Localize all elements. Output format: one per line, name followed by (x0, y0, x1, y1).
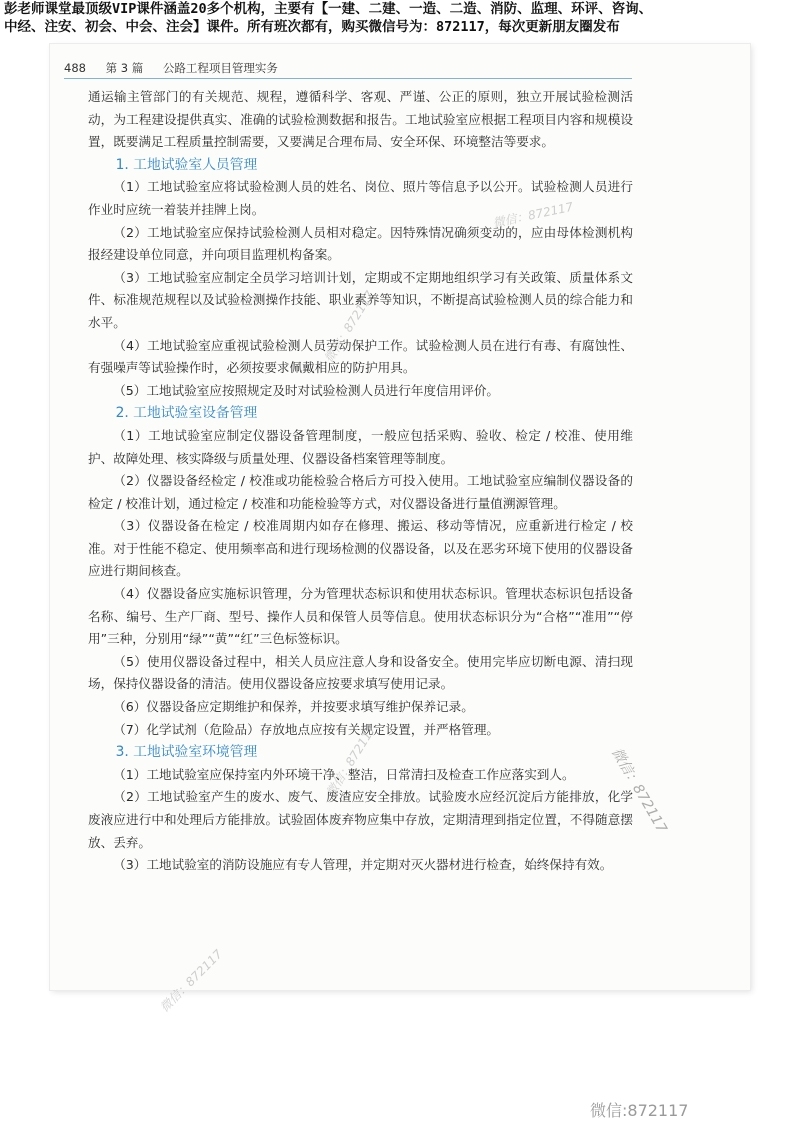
watermark: 微信：872117 (157, 946, 226, 1015)
paragraph: （3）工地试验室应制定全员学习培训计划，定期或不定期地组织学习有关政策、质量体系文件、标准规范规程以及试验检测操作技能、职业素养等知识，不断提高试验检测人员的综合能力和水平。 (88, 269, 633, 330)
paragraph: （1）工地试验室应制定仪器设备管理制度，一般应包括采购、验收、检定 / 校准、使用维护、故障处理、核实降级与质量处理、仪器设备档案管理等制度。 (88, 427, 633, 466)
section-title: 公路工程项目管理实务 (162, 61, 278, 75)
paragraph: （1）工地试验室应将试验检测人员的姓名、岗位、照片等信息予以公开。试验检测人员进行作业时应统一着装并挂牌上岗。 (88, 179, 633, 217)
watermark: 微信：872117 (321, 288, 377, 366)
paragraph: （7）化学试剂（危险品）存放地点应按有关规定设置，并严格管理。 (113, 721, 500, 737)
paragraph: （4）仪器设备应实施标识管理，分为管理状态标识和使用状态标识。管理状态标识包括设备名称、编号、生产厂商、型号、操作人员和保管人员等信息。使用状态标识分为“合格”“准用”“停用”三种，分别用“绿”“黄”“红”三色标签标识。 (88, 586, 633, 647)
section-heading: 1. 工地试验室人员管理 (115, 156, 258, 173)
paragraph: （2）仪器设备经检定 / 校准或功能检验合格后方可投入使用。工地试验室应编制仪器设备的检定 / 校准计划，通过检定 / 校准和功能检验等方式，对仪器设备进行量值溯源管理。 (88, 473, 633, 511)
paragraph: （3）仪器设备在检定 / 校准周期内如存在修理、搬运、移动等情况，应重新进行检定 / 校准。对于性能不稳定、使用频率高和进行现场检测的仪器设备，以及在恶劣环境下使用的仪器设备应进行期间核查。 (88, 518, 633, 579)
watermark: 微信：872117 (323, 722, 379, 800)
paragraph: （1）工地试验室应保持室内外环境干净、整洁，日常清扫及检查工作应落实到人。 (113, 766, 575, 782)
paragraph: （3）工地试验室的消防设施应有专人管理，并定期对灭火器材进行检查，始终保持有效。 (113, 857, 613, 873)
paragraph: （5）使用仪器设备过程中，相关人员应注意人身和设备安全。使用完毕应切断电源、清扫现场，保持仪器设备的清洁。使用仪器设备应按要求填写使用记录。 (88, 653, 633, 692)
page-number: 488 (64, 61, 86, 75)
paragraph: （2）工地试验室应保持试验检测人员相对稳定。因特殊情况确须变动的，应由母体检测机构报经建设单位同意，并向项目监理机构备案。 (88, 224, 633, 263)
watermark: 微信：872117 (491, 199, 575, 231)
promo-banner-line-2: 中经、注安、初会、中会、注会】课件。所有班次都有，购买微信号为：872117，每次更新朋友圈发布 (4, 19, 620, 35)
paragraph: （5）工地试验室应按照规定及时对试验检测人员进行年度信用评价。 (113, 382, 500, 398)
section-heading: 2. 工地试验室设备管理 (115, 405, 258, 422)
paragraph: （6）仪器设备应定期维护和保养，并按要求填写维护保养记录。 (113, 699, 474, 715)
paragraph: （4）工地试验室应重视试验检测人员劳动保护工作。试验检测人员在进行有毒、有腐蚀性、有强噪声等试验操作时，必须按要求佩戴相应的防护用具。 (88, 337, 633, 376)
running-header (64, 60, 632, 79)
promo-banner-line-1: 彭老师课堂最顶级VIP课件涵盖20多个机构，主要有【一建、二建、一造、二造、消防、监理、环评、咨询、 (4, 1, 653, 17)
section-heading: 3. 工地试验室环境管理 (115, 744, 258, 761)
part-label: 第 3 篇 (105, 61, 144, 75)
paragraph: 通运输主管部门的有关规范、规程，遵循科学、客观、严谨、公正的原则，独立开展试验检测活动，为工程建设提供真实、准确的试验检测数据和报告。工地试验室应根据工程项目内容和规模设置，既要满足工程质量控制需要，又要满足合理布局、安全环保、环境整洁等要求。 (88, 89, 633, 150)
footer-watermark: 微信:872117 (590, 1101, 689, 1120)
watermark: 微信：872117 (608, 745, 670, 836)
promo-banner (0, 0, 800, 36)
paragraph: （2）工地试验室产生的废水、废气、废渣应安全排放。试验废水应经沉淀后方能排放，化学废液应进行中和处理后方能排放。试验固体废弃物应集中存放，定期清理到指定位置，不得随意摆放、丢弃。 (88, 789, 633, 850)
